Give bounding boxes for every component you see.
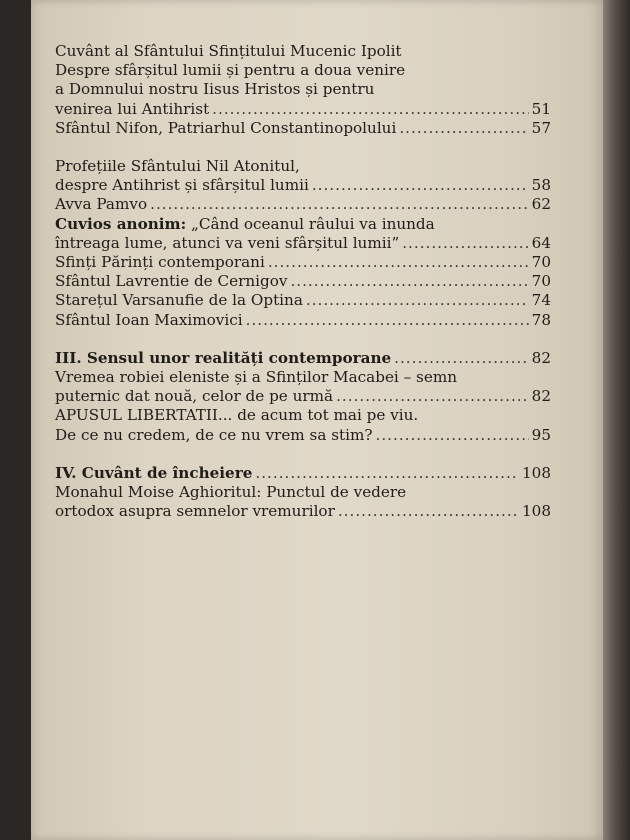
toc-page-number: 108 — [522, 463, 551, 482]
toc-entry[interactable] — [55, 406, 551, 444]
table-of-contents — [55, 42, 551, 521]
toc-entry-line — [55, 61, 551, 80]
toc-entry-line — [55, 157, 551, 176]
toc-entry[interactable] — [55, 272, 551, 291]
toc-entry-title: Sfinți Părinți contemporani — [55, 253, 265, 272]
toc-entry[interactable] — [55, 291, 551, 310]
toc-leader-dots — [376, 426, 529, 445]
toc-entry-line-text: „Când oceanul râului va inunda — [186, 214, 435, 233]
toc-page-number: 108 — [522, 502, 551, 521]
toc-entry[interactable] — [55, 253, 551, 272]
toc-entry-title: puternic dat nouă, celor de pe urmă — [55, 387, 334, 406]
toc-entry-title: Sfântul Nifon, Patriarhul Constantinopolului — [55, 118, 397, 137]
toc-section-heading[interactable] — [55, 464, 551, 483]
toc-entry-line-text: Profețiile Sfântului Nil Atonitul, — [55, 157, 300, 176]
toc-entry-title: Starețul Varsanufie de la Optina — [55, 291, 303, 310]
toc-entry[interactable] — [55, 311, 551, 330]
toc-page-number: 64 — [531, 233, 551, 252]
toc-page-number: 70 — [531, 253, 551, 272]
toc-entry-line-text: Vremea robiei eleniste și a Sfinților Macabei – semn — [55, 368, 458, 387]
toc-page-number: 58 — [531, 176, 551, 195]
toc-entry[interactable] — [55, 368, 551, 406]
toc-group-gap — [55, 330, 551, 349]
toc-page-number: 78 — [531, 310, 551, 329]
toc-leader-dots — [306, 291, 529, 310]
toc-page-number: 51 — [531, 99, 551, 118]
toc-entry[interactable] — [55, 215, 551, 253]
toc-entry[interactable] — [55, 157, 551, 195]
toc-entry-line-text: Despre sfârșitul lumii și pentru a doua venire — [55, 61, 406, 80]
toc-entry-title: IV. Cuvânt de încheiere — [55, 463, 253, 482]
toc-leader-dots — [312, 176, 529, 195]
toc-group-gap — [55, 445, 551, 464]
toc-entry-line — [55, 368, 551, 387]
toc-leader-dots — [268, 253, 529, 272]
toc-page-number: 74 — [531, 291, 551, 310]
toc-leader-dots — [399, 119, 528, 138]
toc-entry-line-text: APUSUL LIBERTATII... de acum tot mai pe viu. — [55, 406, 419, 425]
toc-entry[interactable] — [55, 42, 551, 119]
toc-leader-dots — [246, 311, 529, 330]
toc-entry-line-text: a Domnului nostru Iisus Hristos și pentru — [55, 80, 375, 99]
toc-entry-line — [55, 80, 551, 99]
toc-entry[interactable] — [55, 483, 551, 521]
toc-entry-title: Sfântul Ioan Maximovici — [55, 310, 243, 329]
toc-leader-dots — [255, 464, 519, 483]
toc-leader-dots — [336, 387, 529, 406]
toc-entry-line-text: Cuvânt al Sfântului Sfințitului Mucenic Ipolit — [55, 42, 402, 60]
toc-leader-dots — [402, 234, 528, 253]
toc-page-number: 62 — [531, 195, 551, 214]
toc-entry-title: Avva Pamvo — [55, 195, 148, 214]
toc-leader-dots — [212, 100, 529, 119]
toc-entry-line — [55, 215, 551, 234]
toc-entry-title: Sfântul Lavrentie de Cernigov — [55, 272, 288, 291]
toc-entry-line — [55, 483, 551, 502]
toc-section-heading[interactable] — [55, 349, 551, 368]
toc-leader-dots — [338, 502, 519, 521]
toc-entry-line-text: Monahul Moise Aghioritul: Punctul de vedere — [55, 483, 407, 502]
toc-entry-bold-lead: Cuvios anonim: — [55, 214, 187, 233]
toc-entry-title: De ce nu credem, de ce nu vrem sa stim? — [55, 425, 373, 444]
toc-group-gap — [55, 138, 551, 157]
toc-entry-title: III. Sensul unor realități contemporane — [55, 348, 392, 367]
toc-entry[interactable] — [55, 195, 551, 214]
toc-entry-line — [55, 406, 551, 425]
toc-entry-line — [55, 42, 551, 61]
toc-page-number: 57 — [531, 118, 551, 137]
toc-entry-title: despre Antihrist și sfârșitul lumii — [55, 176, 309, 195]
toc-entry-title: întreaga lume, atunci va veni sfârșitul lumii” — [55, 233, 400, 252]
toc-leader-dots — [290, 272, 528, 291]
toc-page-number: 82 — [531, 387, 551, 406]
toc-page-number: 70 — [531, 272, 551, 291]
toc-entry-title: ortodox asupra semnelor vremurilor — [55, 502, 335, 521]
toc-leader-dots — [150, 195, 529, 214]
page-edge-shadow — [603, 0, 630, 840]
toc-page-number: 82 — [531, 348, 551, 367]
toc-page-number: 95 — [531, 425, 551, 444]
toc-entry-title: venirea lui Antihrist — [55, 99, 210, 118]
toc-leader-dots — [394, 349, 529, 368]
toc-entry[interactable] — [55, 119, 551, 138]
